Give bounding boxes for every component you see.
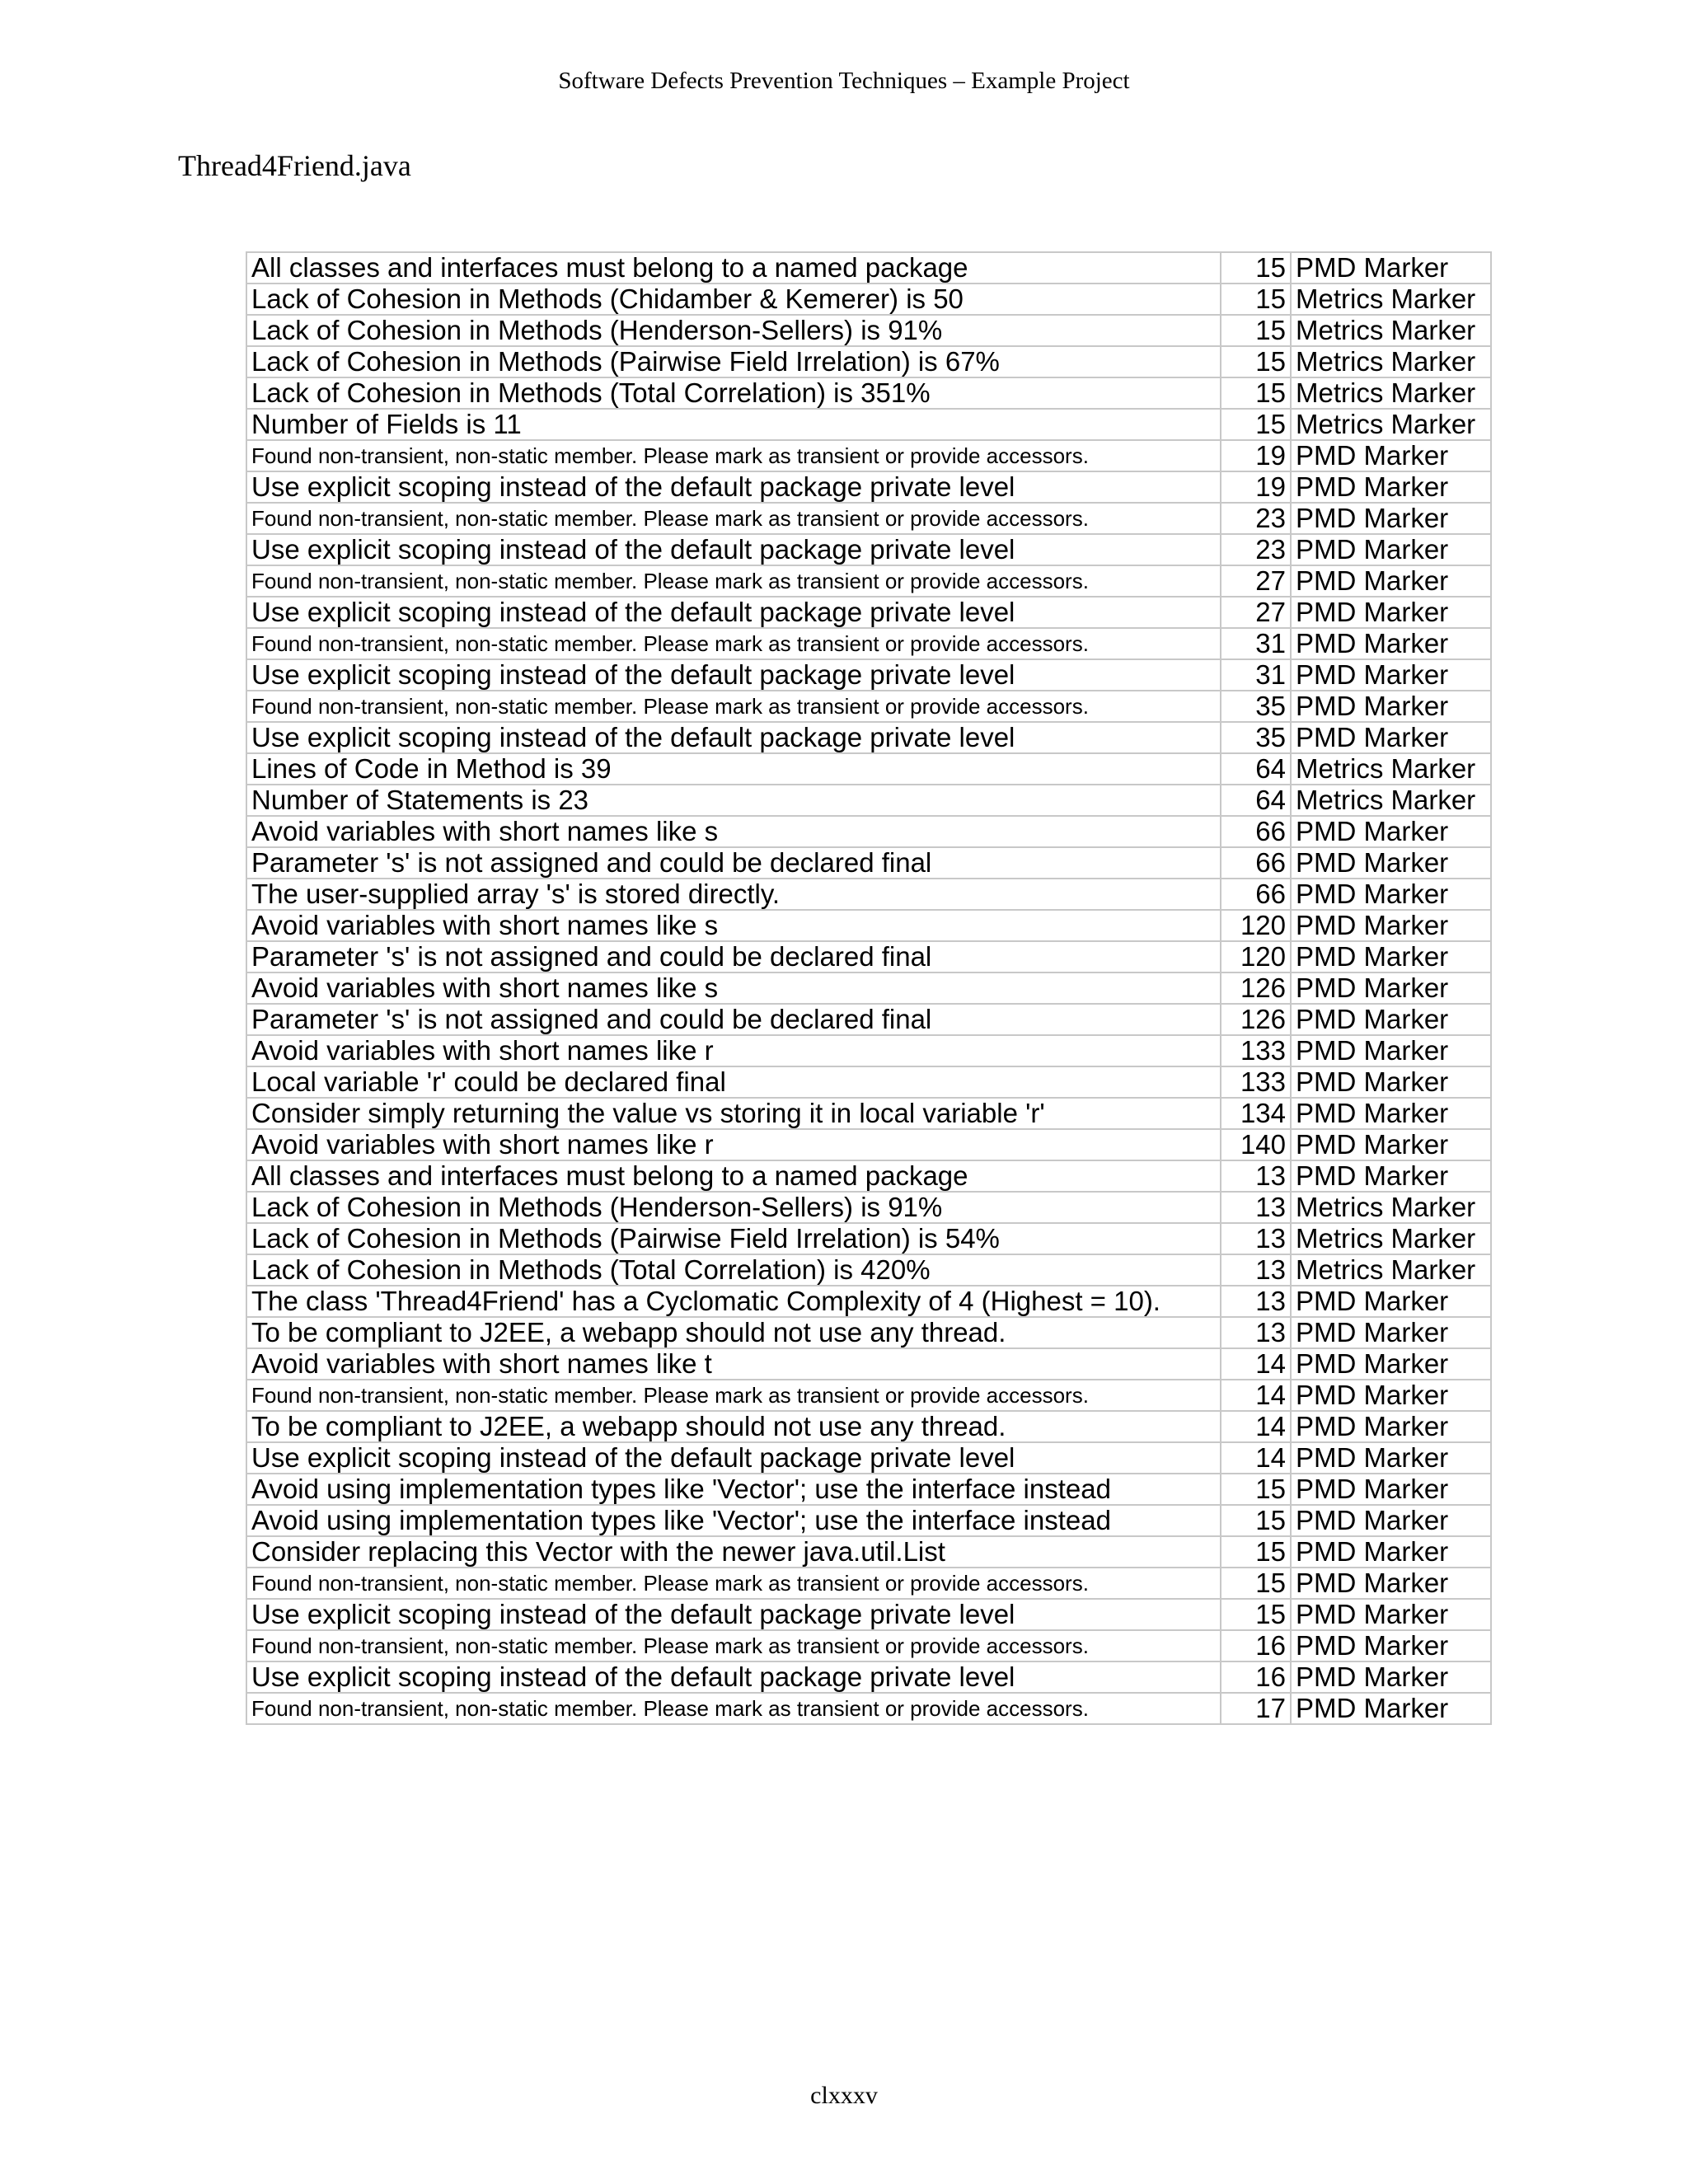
marker-type: Metrics Marker [1291, 1254, 1491, 1286]
table-row [246, 1348, 1491, 1380]
table-row [246, 1286, 1491, 1317]
marker-message: Lack of Cohesion in Methods (Total Correlation) is 351% [246, 377, 1221, 409]
table-row [246, 691, 1491, 722]
marker-message: Use explicit scoping instead of the default package private level [246, 534, 1221, 565]
marker-message: Found non-transient, non-static member. Please mark as transient or provide accessors. [246, 1568, 1221, 1599]
marker-line-number: 120 [1221, 910, 1291, 941]
marker-type: Metrics Marker [1291, 315, 1491, 346]
marker-line-number: 134 [1221, 1098, 1291, 1129]
table-row [246, 440, 1491, 471]
marker-message: Use explicit scoping instead of the default package private level [246, 1661, 1221, 1693]
marker-type: PMD Marker [1291, 1160, 1491, 1192]
table-row [246, 252, 1491, 284]
marker-type: PMD Marker [1291, 1348, 1491, 1380]
table-row [246, 879, 1491, 910]
marker-type: Metrics Marker [1291, 284, 1491, 315]
marker-type: Metrics Marker [1291, 785, 1491, 816]
marker-type: PMD Marker [1291, 1411, 1491, 1442]
marker-line-number: 66 [1221, 816, 1291, 847]
table-row [246, 910, 1491, 941]
marker-line-number: 23 [1221, 534, 1291, 565]
marker-line-number: 16 [1221, 1661, 1291, 1693]
marker-message: Lack of Cohesion in Methods (Pairwise Field Irrelation) is 67% [246, 346, 1221, 377]
table-row [246, 1630, 1491, 1661]
marker-line-number: 15 [1221, 1505, 1291, 1536]
marker-line-number: 31 [1221, 628, 1291, 659]
marker-message: Parameter 's' is not assigned and could be declared final [246, 847, 1221, 879]
marker-line-number: 14 [1221, 1380, 1291, 1411]
marker-type: PMD Marker [1291, 972, 1491, 1004]
marker-type: Metrics Marker [1291, 1192, 1491, 1223]
marker-line-number: 15 [1221, 284, 1291, 315]
marker-line-number: 120 [1221, 941, 1291, 972]
table-row [246, 753, 1491, 785]
marker-type: PMD Marker [1291, 440, 1491, 471]
page-header: Software Defects Prevention Techniques – Example Project [558, 68, 1130, 94]
file-title: Thread4Friend.java [178, 149, 411, 182]
marker-line-number: 35 [1221, 691, 1291, 722]
marker-message: All classes and interfaces must belong to a named package [246, 252, 1221, 284]
marker-type: PMD Marker [1291, 1286, 1491, 1317]
marker-type: Metrics Marker [1291, 377, 1491, 409]
table-row [246, 628, 1491, 659]
marker-type: PMD Marker [1291, 1505, 1491, 1536]
marker-line-number: 13 [1221, 1286, 1291, 1317]
marker-message: Use explicit scoping instead of the default package private level [246, 659, 1221, 691]
table-row [246, 534, 1491, 565]
table-row [246, 1380, 1491, 1411]
marker-message: Consider simply returning the value vs storing it in local variable 'r' [246, 1098, 1221, 1129]
table-row [246, 847, 1491, 879]
marker-message: Number of Statements is 23 [246, 785, 1221, 816]
marker-type: Metrics Marker [1291, 409, 1491, 440]
marker-type: PMD Marker [1291, 691, 1491, 722]
table-row [246, 785, 1491, 816]
marker-type: PMD Marker [1291, 1098, 1491, 1129]
marker-message: Lack of Cohesion in Methods (Henderson-Sellers) is 91% [246, 315, 1221, 346]
marker-line-number: 133 [1221, 1066, 1291, 1098]
table-row [246, 1035, 1491, 1066]
marker-message: Lack of Cohesion in Methods (Total Correlation) is 420% [246, 1254, 1221, 1286]
marker-type: PMD Marker [1291, 252, 1491, 284]
table-row [246, 471, 1491, 503]
table-row [246, 941, 1491, 972]
marker-type: PMD Marker [1291, 1066, 1491, 1098]
marker-message: Avoid variables with short names like s [246, 972, 1221, 1004]
marker-message: Lines of Code in Method is 39 [246, 753, 1221, 785]
marker-type: PMD Marker [1291, 565, 1491, 597]
marker-type: PMD Marker [1291, 847, 1491, 879]
marker-message: Avoid variables with short names like t [246, 1348, 1221, 1380]
marker-message: Found non-transient, non-static member. Please mark as transient or provide accessors. [246, 440, 1221, 471]
table-row [246, 377, 1491, 409]
marker-message: Found non-transient, non-static member. Please mark as transient or provide accessors. [246, 503, 1221, 534]
marker-type: PMD Marker [1291, 1317, 1491, 1348]
marker-line-number: 133 [1221, 1035, 1291, 1066]
marker-type: Metrics Marker [1291, 1223, 1491, 1254]
marker-line-number: 66 [1221, 879, 1291, 910]
marker-message: Number of Fields is 11 [246, 409, 1221, 440]
marker-message: Found non-transient, non-static member. Please mark as transient or provide accessors. [246, 1693, 1221, 1724]
marker-line-number: 15 [1221, 346, 1291, 377]
marker-type: PMD Marker [1291, 1693, 1491, 1724]
markers-table [246, 251, 1492, 1725]
marker-message: Parameter 's' is not assigned and could be declared final [246, 941, 1221, 972]
marker-message: Found non-transient, non-static member. Please mark as transient or provide accessors. [246, 1630, 1221, 1661]
marker-type: PMD Marker [1291, 1630, 1491, 1661]
table-row [246, 1568, 1491, 1599]
table-row [246, 659, 1491, 691]
marker-message: Avoid variables with short names like r [246, 1129, 1221, 1160]
marker-message: Use explicit scoping instead of the default package private level [246, 1599, 1221, 1630]
marker-type: Metrics Marker [1291, 346, 1491, 377]
marker-line-number: 15 [1221, 1599, 1291, 1630]
marker-type: PMD Marker [1291, 471, 1491, 503]
marker-message: To be compliant to J2EE, a webapp should not use any thread. [246, 1317, 1221, 1348]
page-number: clxxxv [810, 2082, 878, 2109]
marker-message: The class 'Thread4Friend' has a Cyclomatic Complexity of 4 (Highest = 10). [246, 1286, 1221, 1317]
marker-line-number: 64 [1221, 785, 1291, 816]
marker-line-number: 126 [1221, 1004, 1291, 1035]
marker-line-number: 15 [1221, 252, 1291, 284]
marker-message: To be compliant to J2EE, a webapp should not use any thread. [246, 1411, 1221, 1442]
table-row [246, 1160, 1491, 1192]
marker-message: Avoid variables with short names like s [246, 816, 1221, 847]
marker-type: PMD Marker [1291, 1661, 1491, 1693]
marker-type: PMD Marker [1291, 1380, 1491, 1411]
marker-message: Use explicit scoping instead of the default package private level [246, 1442, 1221, 1474]
table-row [246, 503, 1491, 534]
table-row [246, 1599, 1491, 1630]
table-row [246, 1254, 1491, 1286]
marker-type: PMD Marker [1291, 816, 1491, 847]
marker-message: Lack of Cohesion in Methods (Henderson-Sellers) is 91% [246, 1192, 1221, 1223]
marker-line-number: 15 [1221, 1536, 1291, 1568]
table-row [246, 284, 1491, 315]
marker-type: PMD Marker [1291, 1599, 1491, 1630]
marker-line-number: 14 [1221, 1442, 1291, 1474]
marker-type: PMD Marker [1291, 879, 1491, 910]
table-row [246, 1693, 1491, 1724]
marker-line-number: 13 [1221, 1254, 1291, 1286]
table-row [246, 1411, 1491, 1442]
marker-message: Use explicit scoping instead of the default package private level [246, 722, 1221, 753]
marker-type: PMD Marker [1291, 941, 1491, 972]
marker-message: The user-supplied array 's' is stored directly. [246, 879, 1221, 910]
marker-type: PMD Marker [1291, 1474, 1491, 1505]
marker-line-number: 13 [1221, 1192, 1291, 1223]
marker-message: Parameter 's' is not assigned and could be declared final [246, 1004, 1221, 1035]
marker-line-number: 31 [1221, 659, 1291, 691]
marker-line-number: 17 [1221, 1693, 1291, 1724]
marker-type: PMD Marker [1291, 722, 1491, 753]
marker-line-number: 14 [1221, 1411, 1291, 1442]
marker-message: Lack of Cohesion in Methods (Pairwise Field Irrelation) is 54% [246, 1223, 1221, 1254]
marker-line-number: 13 [1221, 1223, 1291, 1254]
table-row [246, 1066, 1491, 1098]
table-row [246, 1223, 1491, 1254]
marker-type: PMD Marker [1291, 1568, 1491, 1599]
marker-message: Found non-transient, non-static member. Please mark as transient or provide accessors. [246, 565, 1221, 597]
table-row [246, 1661, 1491, 1693]
marker-line-number: 15 [1221, 377, 1291, 409]
marker-line-number: 15 [1221, 409, 1291, 440]
marker-message: Use explicit scoping instead of the default package private level [246, 471, 1221, 503]
marker-line-number: 15 [1221, 1474, 1291, 1505]
table-row [246, 1004, 1491, 1035]
table-row [246, 1129, 1491, 1160]
marker-line-number: 64 [1221, 753, 1291, 785]
marker-line-number: 13 [1221, 1160, 1291, 1192]
marker-line-number: 66 [1221, 847, 1291, 879]
marker-message: Avoid using implementation types like 'Vector'; use the interface instead [246, 1474, 1221, 1505]
table-row [246, 315, 1491, 346]
table-row [246, 1474, 1491, 1505]
marker-line-number: 14 [1221, 1348, 1291, 1380]
table-row [246, 1098, 1491, 1129]
marker-message: Found non-transient, non-static member. Please mark as transient or provide accessors. [246, 1380, 1221, 1411]
marker-message: Use explicit scoping instead of the default package private level [246, 597, 1221, 628]
marker-message: Lack of Cohesion in Methods (Chidamber & Kemerer) is 50 [246, 284, 1221, 315]
marker-line-number: 27 [1221, 565, 1291, 597]
marker-message: Local variable 'r' could be declared final [246, 1066, 1221, 1098]
marker-line-number: 23 [1221, 503, 1291, 534]
table-row [246, 1442, 1491, 1474]
table-row [246, 409, 1491, 440]
marker-type: PMD Marker [1291, 1536, 1491, 1568]
marker-line-number: 15 [1221, 315, 1291, 346]
table-row [246, 1317, 1491, 1348]
table-row [246, 722, 1491, 753]
table-row [246, 972, 1491, 1004]
marker-type: PMD Marker [1291, 910, 1491, 941]
marker-message: Avoid variables with short names like r [246, 1035, 1221, 1066]
marker-line-number: 13 [1221, 1317, 1291, 1348]
table-row [246, 1536, 1491, 1568]
marker-message: Consider replacing this Vector with the newer java.util.List [246, 1536, 1221, 1568]
marker-line-number: 19 [1221, 471, 1291, 503]
marker-message: All classes and interfaces must belong to a named package [246, 1160, 1221, 1192]
marker-message: Avoid using implementation types like 'Vector'; use the interface instead [246, 1505, 1221, 1536]
marker-type: PMD Marker [1291, 659, 1491, 691]
marker-message: Found non-transient, non-static member. Please mark as transient or provide accessors. [246, 628, 1221, 659]
marker-line-number: 15 [1221, 1568, 1291, 1599]
table-row [246, 1505, 1491, 1536]
marker-type: PMD Marker [1291, 597, 1491, 628]
marker-line-number: 16 [1221, 1630, 1291, 1661]
table-row [246, 1192, 1491, 1223]
marker-type: Metrics Marker [1291, 753, 1491, 785]
marker-message: Avoid variables with short names like s [246, 910, 1221, 941]
table-row [246, 597, 1491, 628]
marker-type: PMD Marker [1291, 1129, 1491, 1160]
marker-type: PMD Marker [1291, 1442, 1491, 1474]
marker-type: PMD Marker [1291, 503, 1491, 534]
marker-message: Found non-transient, non-static member. Please mark as transient or provide accessors. [246, 691, 1221, 722]
marker-line-number: 27 [1221, 597, 1291, 628]
marker-type: PMD Marker [1291, 534, 1491, 565]
marker-line-number: 126 [1221, 972, 1291, 1004]
table-row [246, 565, 1491, 597]
markers-table-body [246, 252, 1491, 1724]
marker-line-number: 140 [1221, 1129, 1291, 1160]
marker-line-number: 19 [1221, 440, 1291, 471]
table-row [246, 346, 1491, 377]
marker-type: PMD Marker [1291, 1004, 1491, 1035]
table-row [246, 816, 1491, 847]
marker-type: PMD Marker [1291, 1035, 1491, 1066]
marker-line-number: 35 [1221, 722, 1291, 753]
marker-type: PMD Marker [1291, 628, 1491, 659]
